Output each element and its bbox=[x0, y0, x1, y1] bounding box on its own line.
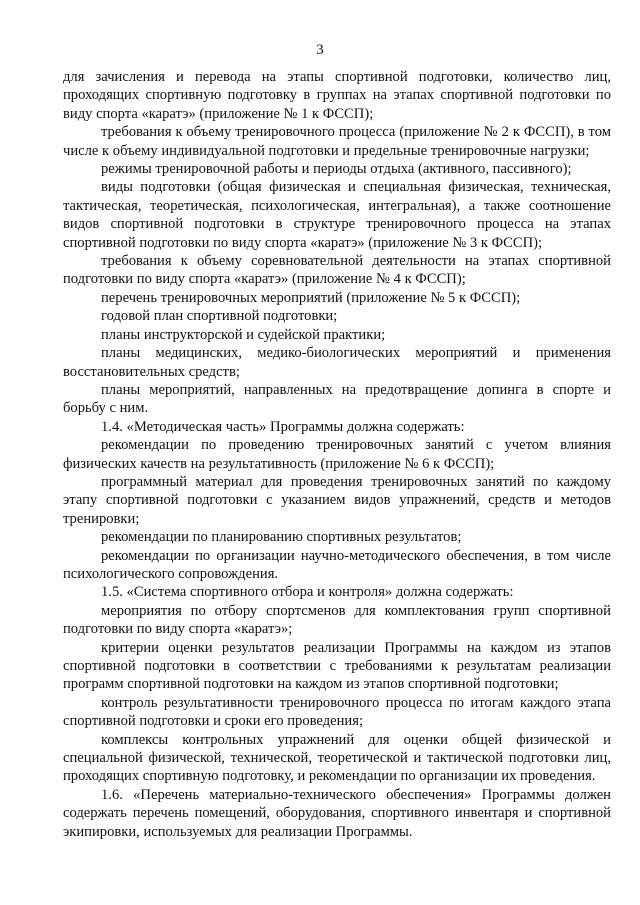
page-number: 3 bbox=[316, 42, 324, 58]
section-heading-1-6: 1.6. «Перечень материально-технического обеспечения» Программы должен содержать перечень помещений, оборудования, спортивного инвентаря и спортивной экипировки, используемых для реализации Программы. bbox=[63, 786, 611, 840]
section-heading-1-4: 1.4. «Методическая часть» Программы должна содержать: bbox=[101, 418, 465, 435]
section-heading-1-5: 1.5. «Система спортивного отбора и контроля» должна содержать: bbox=[101, 584, 514, 601]
paragraph-9: планы медицинских, медико-биологических мероприятий и применения восстановительных средств; bbox=[63, 345, 611, 380]
paragraph-18: критерии оценки результатов реализации Программы на каждом из этапов спортивной подготовки в соответствии с требованиями к результатам реализации программ спортивной подготовки на каждом из этапов спортивной подготовки; bbox=[63, 639, 611, 693]
paragraph-1: для зачисления и перевода на этапы спортивной подготовки, количество лиц, проходящих спортивную подготовку в группах на этапах спортивной подготовки по виду спорта «каратэ» (приложение № 1 к ФССП); bbox=[63, 69, 611, 122]
paragraph-8: планы инструкторской и судейской практики; bbox=[101, 326, 386, 343]
paragraph-12: рекомендации по проведению тренировочных занятий с учетом влияния физических качеств на результативность (приложение № 6 к ФССП); bbox=[63, 437, 611, 472]
paragraph-17: мероприятия по отбору спортсменов для комплектования групп спортивной подготовки по виду спорта «каратэ»; bbox=[63, 602, 611, 638]
document-body bbox=[63, 68, 611, 841]
paragraph-20: комплексы контрольных упражнений для оценки общей физической и специальной физической, технической, теоретической и тактической подготовки лиц, проходящих спортивную подготовку, и рекомендации по организации их проведения. bbox=[63, 731, 611, 785]
paragraph-3: режимы тренировочной работы и периоды отдыха (активного, пассивного); bbox=[101, 161, 572, 178]
paragraph-5: требования к объему соревновательной деятельности на этапах спортивной подготовки по виду спорта «каратэ» (приложение № 4 к ФССП); bbox=[63, 253, 611, 288]
paragraph-2: требования к объему тренировочного процесса (приложение № 2 к ФССП), в том числе к объему индивидуальной подготовки и предельные тренировочные нагрузки; bbox=[63, 124, 611, 159]
paragraph-4: виды подготовки (общая физическая и специальная физическая, техническая, тактическая, теоретическая, психологическая, интегральная), а также соотношение видов спортивной подготовки в структуре тренировочного процесса на этапах спортивной подготовки по виду спорта «каратэ» (приложение № 3 к ФССП); bbox=[63, 179, 611, 251]
paragraph-14: рекомендации по планированию спортивных результатов; bbox=[101, 529, 462, 546]
paragraph-19: контроль результативности тренировочного процесса по итогам каждого этапа спортивной подготовки и сроки его проведения; bbox=[63, 694, 611, 730]
paragraph-10: планы мероприятий, направленных на предотвращение допинга в спорте и борьбу с ним. bbox=[63, 381, 611, 417]
paragraph-7: годовой план спортивной подготовки; bbox=[101, 308, 338, 325]
paragraph-15: рекомендации по организации научно-методического обеспечения, в том числе психологического сопровождения. bbox=[63, 547, 611, 582]
paragraph-6: перечень тренировочных мероприятий (приложение № 5 к ФССП); bbox=[101, 289, 521, 306]
paragraph-13: программный материал для проведения тренировочных занятий по каждому этапу спортивной подготовки с указанием видов упражнений, средств и методов тренировки; bbox=[63, 473, 611, 527]
